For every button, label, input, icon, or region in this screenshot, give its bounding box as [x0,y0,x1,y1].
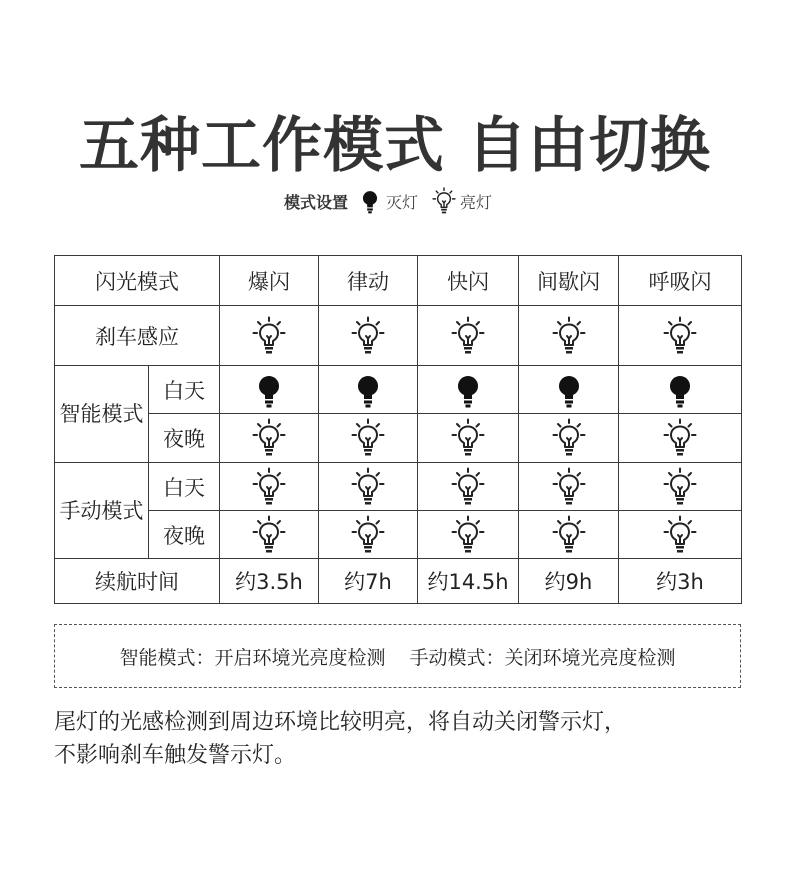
bulb-on-icon [351,515,385,555]
bulb-on-icon [351,418,385,458]
sub-label: 白天 [149,366,220,414]
legend-off-text: 灭灯 [385,192,418,212]
manual-night-row [55,511,742,559]
icon-cell [319,463,418,511]
bulb-off-icon [552,370,586,410]
bulb-on-icon [252,515,286,555]
header-row [55,256,742,306]
legend-label: 模式设置 [283,192,348,212]
header-cell: 律动 [319,256,418,306]
bulb-on-icon [552,467,586,507]
group-label-manual: 手动模式 [55,463,149,559]
icon-cell [519,414,619,463]
icon-cell [418,366,519,414]
mode-notice [54,624,741,688]
bulb-off-icon [358,185,382,217]
description [54,706,754,772]
bulb-off-icon [252,370,286,410]
sub-label: 夜晚 [149,414,220,463]
bulb-on-icon [351,467,385,507]
icon-cell [220,414,319,463]
icon-cell [319,414,418,463]
bulb-on-icon [252,467,286,507]
page-title: 五种工作模式 自由切换 [79,111,711,181]
brake-row [55,306,742,366]
bulb-on-icon [252,316,286,356]
bulb-on-icon [351,316,385,356]
notice-manual: 手动模式：关闭环境光亮度检测 [409,646,676,669]
header-cell: 快闪 [418,256,519,306]
legend [0,185,790,217]
battery-row [55,559,742,604]
header-cell: 呼吸闪 [619,256,742,306]
icon-cell [319,366,418,414]
icon-cell [519,306,619,366]
manual-day-row [55,463,742,511]
mode-table [54,255,742,604]
bulb-on-icon [252,418,286,458]
sub-label: 白天 [149,463,220,511]
bulb-off-icon [663,370,697,410]
icon-cell [619,414,742,463]
icon-cell [418,306,519,366]
sub-label: 夜晚 [149,511,220,559]
bulb-off-icon [351,370,385,410]
bulb-on-icon [663,316,697,356]
description-line: 不影响刹车触发警示灯。 [54,743,297,768]
icon-cell [519,366,619,414]
icon-cell [619,511,742,559]
description-line: 尾灯的光感检测到周边环境比较明亮，将自动关闭警示灯， [54,710,627,735]
header-cell: 爆闪 [220,256,319,306]
icon-cell [619,306,742,366]
notice-smart: 智能模式：开启环境光亮度检测 [119,646,386,669]
battery-value: 约3h [619,559,742,604]
icon-cell [220,306,319,366]
icon-cell [418,463,519,511]
bulb-on-icon [552,316,586,356]
group-label-smart: 智能模式 [55,366,149,463]
bulb-on-icon [451,418,485,458]
icon-cell [220,463,319,511]
bulb-on-icon [432,185,456,217]
smart-day-row [55,366,742,414]
battery-value: 约3.5h [220,559,319,604]
legend-on-text: 亮灯 [460,192,493,212]
bulb-on-icon [451,515,485,555]
icon-cell [519,463,619,511]
bulb-on-icon [451,316,485,356]
icon-cell [319,306,418,366]
icon-cell [619,463,742,511]
bulb-on-icon [663,418,697,458]
battery-value: 约14.5h [418,559,519,604]
icon-cell [418,414,519,463]
battery-value: 约7h [319,559,418,604]
bulb-on-icon [552,515,586,555]
icon-cell [519,511,619,559]
row-label: 续航时间 [55,559,220,604]
bulb-on-icon [552,418,586,458]
header-cell: 间歇闪 [519,256,619,306]
header-cell: 闪光模式 [55,256,220,306]
icon-cell [418,511,519,559]
icon-cell [220,511,319,559]
battery-value: 约9h [519,559,619,604]
smart-night-row [55,414,742,463]
bulb-on-icon [663,467,697,507]
bulb-on-icon [663,515,697,555]
row-label: 刹车感应 [55,306,220,366]
icon-cell [619,366,742,414]
bulb-off-icon [451,370,485,410]
bulb-on-icon [451,467,485,507]
icon-cell [220,366,319,414]
icon-cell [319,511,418,559]
